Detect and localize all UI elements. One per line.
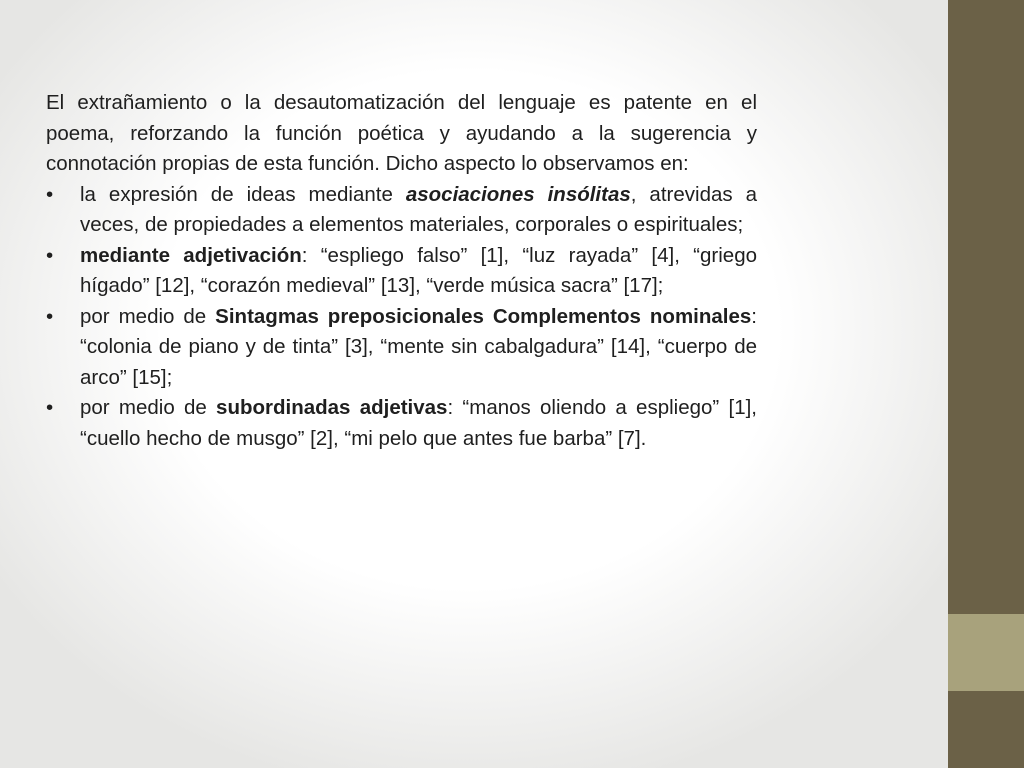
list-item bbox=[46, 302, 757, 394]
intro-paragraph: El extrañamiento o la desautomatización del lenguaje es patente en el poema, reforzando la función poética y ayudando a la sugerencia y connotación propias de esta función. Dicho aspecto lo observamos en: bbox=[46, 91, 757, 175]
item-text: por medio de bbox=[80, 304, 216, 328]
item-text: : “colonia de piano y de tinta” [3], “mente sin cabalgadura” [14], “cuerpo de arco” [15]; bbox=[80, 304, 757, 389]
bullet-icon: • bbox=[46, 396, 54, 419]
item-text: por medio de bbox=[80, 396, 217, 419]
item-emphasis: Sintagmas preposicionales Complementos nominales bbox=[215, 304, 752, 328]
bullet-icon: • bbox=[46, 243, 54, 267]
bullet-list bbox=[46, 180, 757, 455]
item-text: la expresión de ideas mediante bbox=[80, 182, 406, 206]
list-item bbox=[46, 393, 757, 454]
sidebar-accent-block bbox=[948, 614, 1024, 691]
sidebar-decoration bbox=[948, 0, 1024, 768]
item-text: : “espliego falso” [1], “luz rayada” [4], “griego hígado” [12], “corazón medieval” [13], “verde música sacra” [17]; bbox=[80, 243, 757, 297]
bullet-icon: • bbox=[46, 304, 54, 328]
item-emphasis: mediante adjetivación bbox=[80, 243, 302, 267]
item-text: , atrevidas a veces, de propiedades a elementos materiales, corporales o espirituales; bbox=[80, 182, 757, 236]
slide-body bbox=[46, 88, 757, 454]
item-emphasis: subordinadas adjetivas bbox=[216, 396, 448, 419]
item-text: : “manos oliendo a espliego” [1], “cuello hecho de musgo” [2], “mi pelo que antes fue barba” [7]. bbox=[80, 396, 757, 450]
bullet-icon: • bbox=[46, 182, 54, 206]
item-emphasis: asociaciones insólitas bbox=[405, 182, 631, 206]
list-item bbox=[46, 180, 757, 241]
list-item bbox=[46, 241, 757, 302]
